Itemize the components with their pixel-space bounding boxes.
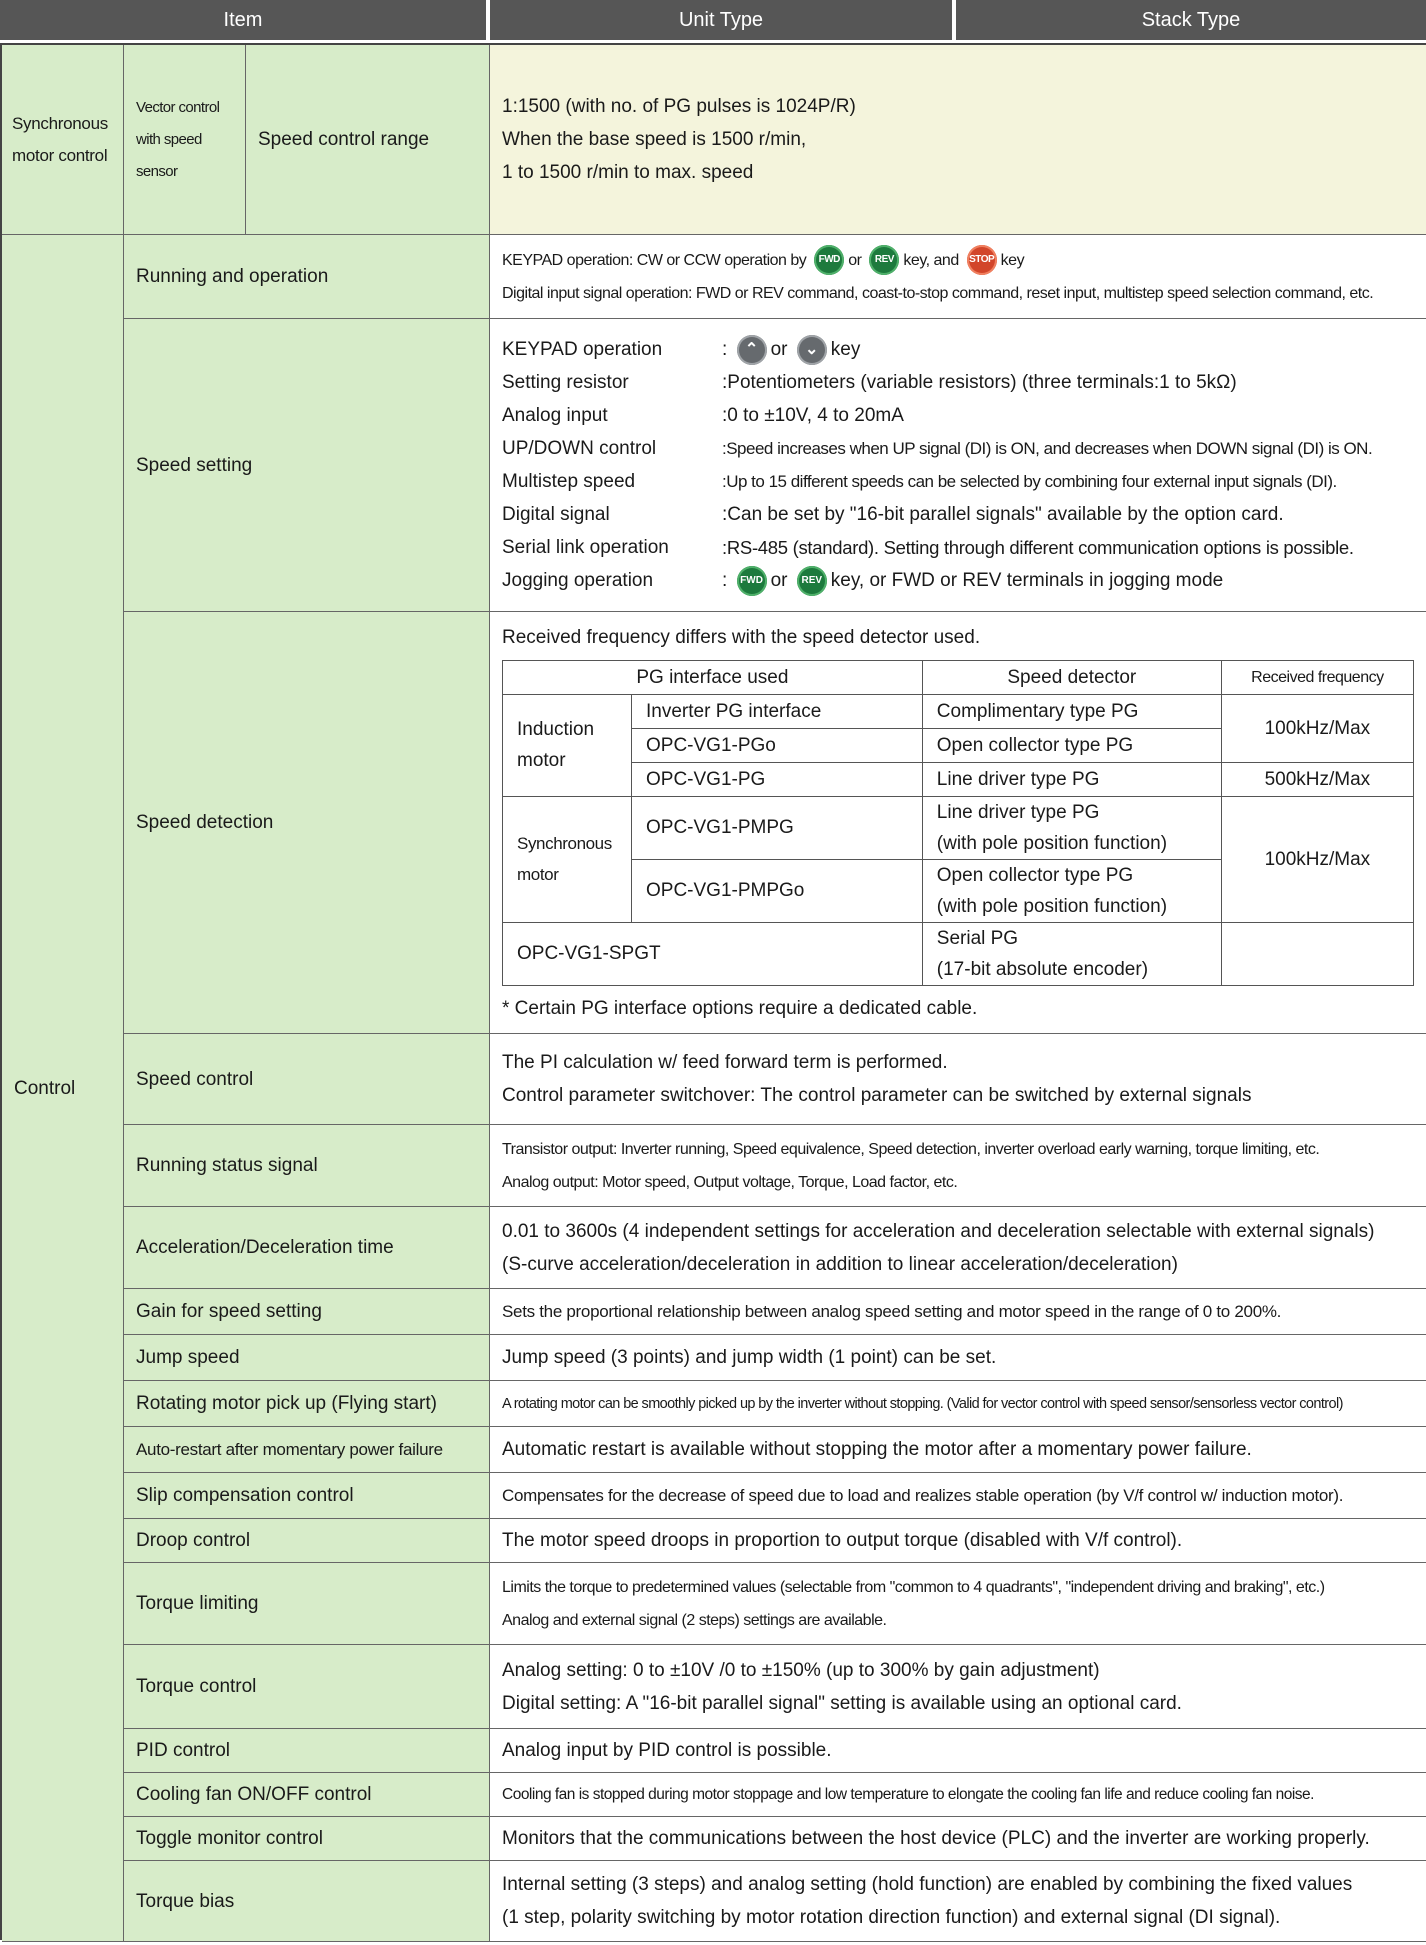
sync-item-label: Speed control range	[246, 45, 490, 235]
pg-interface-cell: OPC-VG1-PGo	[632, 728, 923, 762]
pg-induction-motor: Induction motor	[503, 694, 632, 796]
pg-header-frequency: Received frequency	[1221, 660, 1413, 694]
row-value-cooling-fan	[490, 1773, 1426, 1817]
value-line: Sets the proportional relationship between analog speed setting and motor speed in the range of 0 to 200%.	[502, 1301, 1282, 1321]
row-value-jump-speed	[490, 1335, 1426, 1381]
pg-detector-cell: Complimentary type PG	[922, 694, 1221, 728]
pg-detector-cell: Line driver type PG (with pole position function)	[922, 796, 1221, 859]
header-stack-type: Stack Type	[956, 0, 1426, 40]
value-line: Limits the torque to predetermined values (selectable from "common to 4 quadrants", "independent driving and braking", etc.)	[502, 1578, 1325, 1596]
pg-interface-cell: OPC-VG1-PG	[632, 762, 923, 796]
speed-setting-jogging: Jogging operation : FWD or REV key, or FWD or REV terminals in jogging mode	[502, 564, 1414, 597]
fwd-key-icon: FWD	[737, 566, 767, 596]
sync-line-1: 1:1500 (with no. of PG pulses is 1024P/R)	[502, 96, 856, 117]
value-line: 0.01 to 3600s (4 independent settings for acceleration and deceleration selectable with external signals)	[502, 1220, 1375, 1242]
pg-header-detector: Speed detector	[922, 660, 1221, 694]
pg-frequency-cell: 100kHz/Max	[1221, 796, 1413, 922]
running-operation-line-2: Digital input signal operation: FWD or REV command, coast-to-stop command, reset input, multistep speed selection command, etc.	[502, 284, 1374, 302]
pg-detector-cell: Open collector type PG (with pole position function)	[922, 859, 1221, 922]
row-label-gain: Gain for speed setting	[124, 1289, 490, 1335]
row-value-flying-start	[490, 1381, 1426, 1427]
row-value-running-operation	[490, 235, 1426, 319]
header-unit-type: Unit Type	[490, 0, 954, 40]
rev-key-icon: REV	[797, 566, 827, 596]
header-item: Item	[0, 0, 488, 40]
speed-setting-row: Setting resistor :Potentiometers (variable resistors) (three terminals:1 to 5kΩ)	[502, 372, 1237, 393]
value-line: Compensates for the decrease of speed due to load and realizes stable operation (by V/f control w/ induction motor).	[502, 1485, 1344, 1505]
speed-setting-keypad: KEYPAD operation : ⌃ or ⌄ key	[502, 333, 1414, 366]
speed-setting-row: Multistep speed :Up to 15 different speeds can be selected by combining four external input signals (DI).	[502, 471, 1337, 492]
value-line: A rotating motor can be smoothly picked up by the inverter without stopping. (Valid for vector control with speed sensor/sensorless vector control)	[502, 1395, 1343, 1412]
row-label-running-operation: Running and operation	[124, 235, 490, 319]
row-label-auto-restart: Auto-restart after momentary power failure	[124, 1427, 490, 1473]
value-line: Transistor output: Inverter running, Speed equivalence, Speed detection, inverter overload early warning, torque limiting, etc.	[502, 1140, 1320, 1158]
row-label-torque-limiting: Torque limiting	[124, 1563, 490, 1645]
value-line: Jump speed (3 points) and jump width (1 point) can be set.	[502, 1347, 997, 1368]
pg-interface-cell: OPC-VG1-PMPGo	[632, 859, 923, 922]
row-label-slip-compensation: Slip compensation control	[124, 1473, 490, 1519]
row-value-slip-compensation	[490, 1473, 1426, 1519]
spec-table	[0, 43, 1426, 1940]
value-line: Control parameter switchover: The control parameter can be switched by external signals	[502, 1085, 1252, 1106]
value-line: The motor speed droops in proportion to output torque (disabled with V/f control).	[502, 1530, 1183, 1551]
row-label-flying-start: Rotating motor pick up (Flying start)	[124, 1381, 490, 1427]
value-line: Analog input by PID control is possible.	[502, 1740, 832, 1761]
sync-sub-label: Vector control with speed sensor	[124, 45, 246, 235]
row-label-speed-control: Speed control	[124, 1034, 490, 1125]
speed-detection-note: * Certain PG interface options require a dedicated cable.	[502, 997, 978, 1019]
row-value-auto-restart	[490, 1427, 1426, 1473]
row-value-droop	[490, 1519, 1426, 1563]
speed-setting-row: Analog input :0 to ±10V, 4 to 20mA	[502, 405, 904, 426]
row-value-pid	[490, 1729, 1426, 1773]
row-label-pid: PID control	[124, 1729, 490, 1773]
value-line: Automatic restart is available without stopping the motor after a momentary power failure.	[502, 1439, 1252, 1460]
value-line: Monitors that the communications between the host device (PLC) and the inverter are working properly.	[502, 1828, 1370, 1849]
sync-line-3: 1 to 1500 r/min to max. speed	[502, 162, 754, 183]
pg-detector-cell: Open collector type PG	[922, 728, 1221, 762]
value-line: (1 step, polarity switching by motor rotation direction function) and external signal (DI signal).	[502, 1907, 1281, 1928]
row-value-torque-bias	[490, 1861, 1426, 1942]
row-label-speed-setting: Speed setting	[124, 319, 490, 612]
row-label-running-status: Running status signal	[124, 1125, 490, 1207]
row-label-toggle-monitor: Toggle monitor control	[124, 1817, 490, 1861]
speed-setting-row: UP/DOWN control :Speed increases when UP signal (DI) is ON, and decreases when DOWN signal (DI) is ON.	[502, 438, 1373, 459]
row-value-speed-detection	[490, 612, 1426, 1034]
value-line: Internal setting (3 steps) and analog setting (hold function) are enabled by combining the fixed values	[502, 1874, 1353, 1895]
row-value-speed-control	[490, 1034, 1426, 1125]
fwd-key-icon: FWD	[814, 245, 844, 275]
row-label-jump-speed: Jump speed	[124, 1335, 490, 1381]
value-line: Digital setting: A "16-bit parallel signal" setting is available using an optional card.	[502, 1692, 1182, 1714]
row-value-torque-limiting	[490, 1563, 1426, 1645]
pg-frequency-cell: 500kHz/Max	[1221, 762, 1413, 796]
up-key-icon: ⌃	[737, 335, 767, 365]
running-operation-line-1: KEYPAD operation: CW or CCW operation by FWD or REV key, and STOP key	[502, 244, 1414, 277]
sync-item-value	[490, 45, 1426, 235]
pg-interface-table	[502, 660, 1414, 986]
pg-synchronous-motor: Synchronous motor	[503, 796, 632, 922]
sync-group-label: Synchronous motor control	[2, 45, 124, 235]
speed-detection-intro: Received frequency differs with the speed detector used.	[502, 626, 981, 648]
pg-interface-cell: OPC-VG1-SPGT	[503, 922, 923, 985]
control-group-label: Control	[2, 235, 124, 1942]
pg-detector-cell: Serial PG (17-bit absolute encoder)	[922, 922, 1221, 985]
pg-frequency-cell-empty	[1221, 922, 1413, 985]
row-value-gain	[490, 1289, 1426, 1335]
row-label-torque-bias: Torque bias	[124, 1861, 490, 1942]
row-value-torque-control	[490, 1645, 1426, 1729]
sync-line-2: When the base speed is 1500 r/min,	[502, 129, 807, 150]
stop-key-icon: STOP	[967, 245, 997, 275]
value-line: Cooling fan is stopped during motor stoppage and low temperature to elongate the cooling fan life and reduce cooling fan noise.	[502, 1785, 1314, 1803]
speed-setting-row: Digital signal :Can be set by "16-bit parallel signals" available by the option card.	[502, 504, 1284, 525]
row-value-accel-decel	[490, 1207, 1426, 1289]
row-label-torque-control: Torque control	[124, 1645, 490, 1729]
row-value-toggle-monitor	[490, 1817, 1426, 1861]
value-line: (S-curve acceleration/deceleration in addition to linear acceleration/deceleration)	[502, 1253, 1178, 1275]
value-line: The PI calculation w/ feed forward term is performed.	[502, 1052, 948, 1073]
pg-interface-cell: OPC-VG1-PMPG	[632, 796, 923, 859]
row-label-cooling-fan: Cooling fan ON/OFF control	[124, 1773, 490, 1817]
row-label-droop: Droop control	[124, 1519, 490, 1563]
value-line: Analog output: Motor speed, Output voltage, Torque, Load factor, etc.	[502, 1173, 958, 1191]
pg-detector-cell: Line driver type PG	[922, 762, 1221, 796]
pg-header-interface: PG interface used	[503, 660, 923, 694]
pg-interface-cell: Inverter PG interface	[632, 694, 923, 728]
value-line: Analog and external signal (2 steps) settings are available.	[502, 1611, 887, 1629]
row-label-accel-decel: Acceleration/Deceleration time	[124, 1207, 490, 1289]
row-value-running-status	[490, 1125, 1426, 1207]
row-label-speed-detection: Speed detection	[124, 612, 490, 1034]
pg-frequency-cell: 100kHz/Max	[1221, 694, 1413, 762]
row-value-speed-setting	[490, 319, 1426, 612]
rev-key-icon: REV	[869, 245, 899, 275]
down-key-icon: ⌄	[797, 335, 827, 365]
value-line: Analog setting: 0 to ±10V /0 to ±150% (up to 300% by gain adjustment)	[502, 1659, 1100, 1681]
speed-setting-row: Serial link operation :RS-485 (standard). Setting through different communication options is possible.	[502, 537, 1354, 558]
